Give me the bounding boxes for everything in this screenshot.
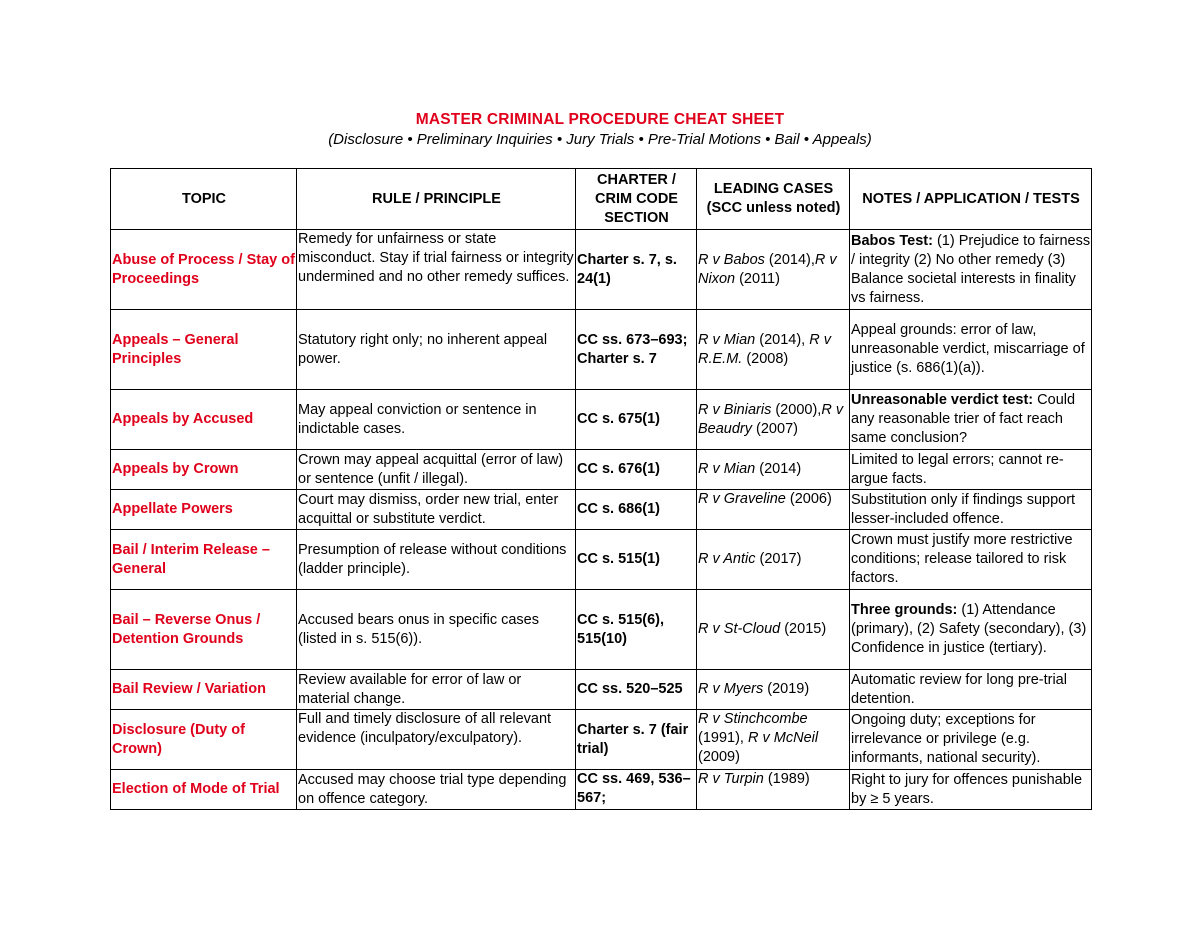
table-row (111, 590, 1092, 670)
notes-text: Limited to legal errors; cannot re-argue facts. (851, 451, 1064, 487)
cell-leading-cases (697, 590, 850, 670)
cell-leading-cases (697, 770, 850, 810)
case-citation-2: (2008) (742, 350, 789, 367)
notes-text: Right to jury for offences punishable by ≥ 5 years. (851, 771, 1083, 807)
cell-code-section: CC ss. 520–525 (576, 670, 697, 710)
case-citation-1: (1989) (763, 771, 810, 787)
cell-leading-cases (697, 230, 850, 310)
case-name-1: R v Biniaris (698, 401, 772, 418)
cell-notes (850, 530, 1092, 590)
notes-lead: Three grounds: (851, 602, 958, 618)
cell-code-section: CC s. 515(1) (576, 530, 697, 590)
case-name-1: R v St-Cloud (698, 621, 781, 637)
case-name-1: R v Graveline (698, 491, 786, 507)
case-citation-1: (1991), (698, 730, 748, 746)
cell-topic: Disclosure (Duty of Crown) (111, 710, 297, 770)
table-row (111, 530, 1092, 590)
case-citation-1: (2015) (780, 621, 827, 637)
cell-code-section: Charter s. 7, s. 24(1) (576, 230, 697, 310)
cell-topic: Appellate Powers (111, 490, 297, 530)
cell-topic: Appeals by Accused (111, 390, 297, 450)
cell-rule: Remedy for unfairness or state misconduct. Stay if trial fairness or integrity undermined and no other remedy suffices. (297, 230, 576, 310)
notes-lead: Babos Test: (851, 232, 933, 249)
table-header-row (111, 169, 1092, 230)
table-row (111, 390, 1092, 450)
case-citation-1: (2019) (763, 681, 810, 697)
cell-code-section: CC s. 515(6), 515(10) (576, 590, 697, 670)
cell-notes (850, 710, 1092, 770)
cell-leading-cases (697, 710, 850, 770)
cheat-sheet-table (110, 168, 1092, 810)
table-row (111, 770, 1092, 810)
case-citation-2: (2009) (698, 749, 740, 765)
cell-rule: Statutory right only; no inherent appeal power. (297, 310, 576, 390)
cell-code-section: Charter s. 7 (fair trial) (576, 710, 697, 770)
case-name-2: R v McNeil (747, 730, 819, 746)
header-notes: NOTES / APPLICATION / TESTS (850, 169, 1092, 230)
table-row (111, 670, 1092, 710)
cell-topic: Bail – Reverse Onus / Detention Grounds (111, 590, 297, 670)
case-name-1: R v Turpin (698, 771, 764, 787)
cell-topic: Appeals – General Principles (111, 310, 297, 390)
table-row (111, 450, 1092, 490)
cell-code-section: CC s. 686(1) (576, 490, 697, 530)
case-citation-2: (2007) (752, 420, 798, 437)
case-citation-1: (2014) (755, 461, 802, 477)
cell-rule: Court may dismiss, order new trial, enter acquittal or substitute verdict. (297, 490, 576, 530)
notes-text: Appeal grounds: error of law, unreasonable verdict, miscarriage of justice (s. 686(1)(a)). (851, 322, 1085, 376)
table-row (111, 490, 1092, 530)
cell-rule: Accused bears onus in specific cases (listed in s. 515(6)). (297, 590, 576, 670)
notes-text: Could any reasonable trier of fact reach same conclusion? (851, 392, 1076, 446)
cell-code-section: CC s. 676(1) (576, 450, 697, 490)
case-citation-2: (2011) (735, 270, 780, 287)
cell-notes (850, 450, 1092, 490)
cell-rule: Accused may choose trial type depending on offence category. (297, 770, 576, 810)
cell-leading-cases (697, 530, 850, 590)
cell-notes (850, 770, 1092, 810)
notes-lead: Unreasonable verdict test: (851, 392, 1034, 408)
cell-notes (850, 670, 1092, 710)
notes-text: Automatic review for long pre-trial detention. (851, 671, 1067, 707)
cell-leading-cases (697, 670, 850, 710)
case-name-1: R v Stinchcombe (698, 711, 808, 727)
table-row (111, 710, 1092, 770)
case-citation-1: (2014), (755, 331, 810, 348)
cell-notes (850, 390, 1092, 450)
cell-topic: Appeals by Crown (111, 450, 297, 490)
cell-notes (850, 310, 1092, 390)
cell-rule: Crown may appeal acquittal (error of law) or sentence (unfit / illegal). (297, 450, 576, 490)
case-name-1: R v Myers (698, 681, 764, 697)
cell-topic: Bail Review / Variation (111, 670, 297, 710)
cell-rule: Review available for error of law or material change. (297, 670, 576, 710)
cell-leading-cases (697, 450, 850, 490)
table-row (111, 230, 1092, 310)
document-title: MASTER CRIMINAL PROCEDURE CHEAT SHEET (415, 111, 785, 128)
cell-code-section: CC ss. 469, 536–567; (576, 770, 697, 810)
notes-text: Substitution only if findings support lesser-included offence. (851, 491, 1076, 527)
case-name-2: R v R.E.M. (698, 331, 831, 367)
notes-text: Ongoing duty; exceptions for irrelevance or privilege (e.g. informants, national security). (851, 712, 1041, 766)
cell-notes (850, 590, 1092, 670)
table-row (111, 310, 1092, 390)
cell-rule: Full and timely disclosure of all relevant evidence (inculpatory/exculpatory). (297, 710, 576, 770)
case-name-1: R v Mian (698, 461, 756, 477)
cell-leading-cases (697, 310, 850, 390)
document-subtitle: (Disclosure • Preliminary Inquiries • Jury Trials • Pre-Trial Motions • Bail • Appeals) (328, 131, 872, 148)
case-citation-1: (2017) (755, 551, 802, 567)
cell-leading-cases (697, 390, 850, 450)
case-name-1: R v Antic (698, 551, 756, 567)
cell-code-section: CC ss. 673–693; Charter s. 7 (576, 310, 697, 390)
case-citation-1: (2000), (771, 401, 822, 418)
case-name-2: R v Nixon (698, 251, 837, 287)
cell-rule: Presumption of release without conditions (ladder principle). (297, 530, 576, 590)
cell-topic: Bail / Interim Release – General (111, 530, 297, 590)
cell-notes (850, 230, 1092, 310)
case-name-2: R v Beaudry (698, 401, 844, 437)
case-citation-1: (2014), (764, 251, 815, 268)
header-cases: LEADING CASES (SCC unless noted) (697, 169, 850, 230)
cell-notes (850, 490, 1092, 530)
cell-rule: May appeal conviction or sentence in indictable cases. (297, 390, 576, 450)
cell-topic: Election of Mode of Trial (111, 770, 297, 810)
case-name-1: R v Mian (698, 331, 756, 348)
header-rule: RULE / PRINCIPLE (297, 169, 576, 230)
notes-text: (1) Attendance (primary), (2) Safety (secondary), (3) Confidence in justice (tertiary). (851, 602, 1087, 656)
cell-code-section: CC s. 675(1) (576, 390, 697, 450)
case-name-1: R v Babos (698, 251, 765, 268)
header-code: CHARTER / CRIM CODE SECTION (576, 169, 697, 230)
cell-leading-cases (697, 490, 850, 530)
notes-text: (1) Prejudice to fairness / integrity (2) No other remedy (3) Balance societal interests in finality vs fairness. (851, 232, 1091, 306)
notes-text: Crown must justify more restrictive conditions; release tailored to risk factors. (851, 532, 1073, 586)
cell-topic: Abuse of Process / Stay of Proceedings (111, 230, 297, 310)
case-citation-1: (2006) (785, 491, 832, 507)
header-topic: TOPIC (111, 169, 297, 230)
